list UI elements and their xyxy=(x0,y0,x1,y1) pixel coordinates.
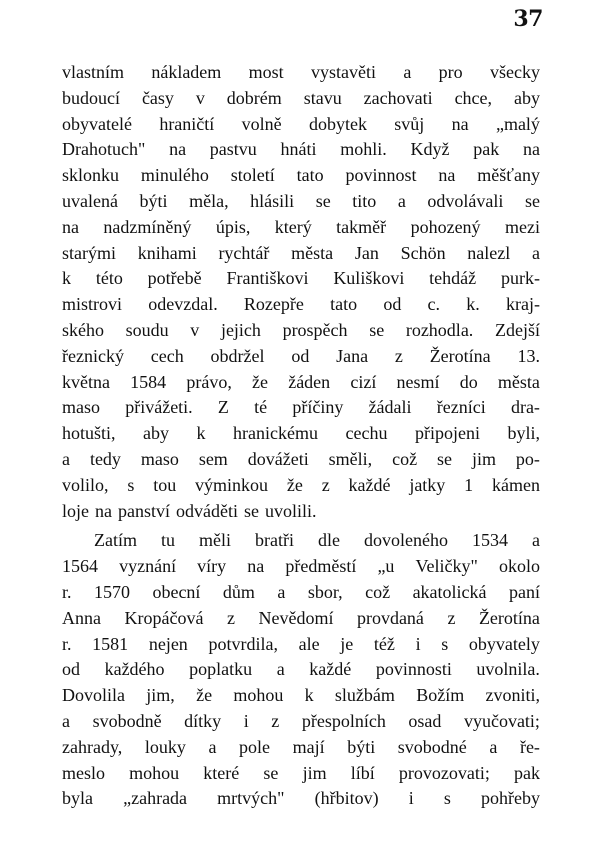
word: Žerotína xyxy=(478,607,540,628)
text-line xyxy=(62,499,540,525)
word: měli xyxy=(199,530,232,551)
word: což xyxy=(365,581,391,602)
text-line xyxy=(62,318,540,344)
word: i xyxy=(408,788,414,809)
text-line xyxy=(62,606,540,632)
word: na xyxy=(62,216,79,237)
word: Františkovi xyxy=(226,268,309,289)
word: uvalená xyxy=(62,190,118,211)
word: „zahrada xyxy=(123,788,188,809)
text-line xyxy=(62,554,540,580)
word: svůj xyxy=(394,113,425,134)
word: odváděti xyxy=(176,500,238,521)
word: nákladem xyxy=(151,62,222,82)
word: potřebě xyxy=(147,268,202,289)
word: nesmí xyxy=(396,371,440,392)
word: bratři xyxy=(255,530,294,551)
word: louky xyxy=(144,736,186,757)
word: jatky xyxy=(409,474,446,495)
word: dobrém xyxy=(226,87,282,108)
word: obecní xyxy=(152,581,201,602)
word: od xyxy=(383,294,402,315)
word: v xyxy=(195,87,205,108)
word: uvolnila. xyxy=(476,659,540,680)
word: r. xyxy=(62,633,72,654)
word: nejen xyxy=(148,633,188,654)
word: „u xyxy=(377,556,395,577)
word: v xyxy=(190,319,200,340)
word: ale xyxy=(298,633,320,654)
word: minulého xyxy=(140,165,209,186)
word: z xyxy=(447,607,456,628)
word: že xyxy=(286,474,303,495)
text-line xyxy=(62,266,540,292)
word: povinnost xyxy=(345,165,417,186)
word: c. xyxy=(427,294,441,315)
word: výminkou xyxy=(195,474,269,495)
text-line xyxy=(62,735,540,761)
word: dra- xyxy=(510,397,540,418)
word: pak xyxy=(514,762,540,783)
word: pro xyxy=(438,62,463,82)
word: osad xyxy=(408,710,442,731)
paragraph-2 xyxy=(62,528,540,812)
word: Schön xyxy=(400,242,446,263)
word: býti xyxy=(347,736,376,757)
word: službám xyxy=(334,685,395,706)
word: Veličky" xyxy=(415,556,478,577)
word: tato xyxy=(296,165,324,186)
word: století xyxy=(230,165,275,186)
text-line xyxy=(62,709,540,735)
text-line xyxy=(62,421,540,447)
word: dovoleného xyxy=(364,530,448,551)
word: knihami xyxy=(137,242,197,263)
word: potvrdila, xyxy=(208,633,278,654)
word: byli, xyxy=(507,423,540,444)
word: každé xyxy=(309,659,352,680)
word: které xyxy=(203,762,240,783)
word: právo, xyxy=(186,371,232,392)
word: loje xyxy=(62,500,89,521)
text-line xyxy=(62,370,540,396)
word: (hřbitov) xyxy=(314,788,379,809)
word: nalezl xyxy=(467,242,511,263)
word: do xyxy=(459,371,478,392)
word: na xyxy=(95,500,112,521)
word: každého xyxy=(104,659,165,680)
word: s xyxy=(127,474,135,495)
word: cech xyxy=(150,345,184,366)
word: byla xyxy=(62,788,93,809)
word: hranickému xyxy=(233,423,318,444)
word: Kropáčová xyxy=(124,607,204,628)
word: aby xyxy=(143,423,170,444)
word: obyvately xyxy=(468,633,540,654)
text-line xyxy=(62,86,540,112)
text-line xyxy=(62,528,540,554)
word: provozovati; xyxy=(398,762,490,783)
word: dovážeti xyxy=(247,448,309,469)
text-line xyxy=(62,632,540,658)
word: měla, xyxy=(189,190,229,211)
word: rozhodla. xyxy=(405,319,474,340)
word: prospěch xyxy=(282,319,348,340)
word: vystavěti xyxy=(310,62,376,82)
word: Anna xyxy=(62,607,101,628)
word: stavu xyxy=(303,87,342,108)
word: i xyxy=(243,710,249,731)
word: poplatku xyxy=(189,659,253,680)
paragraph-1 xyxy=(62,60,540,524)
word: meslo xyxy=(62,762,105,783)
word: vlastním xyxy=(62,62,124,82)
word: se xyxy=(524,190,540,211)
word: každé xyxy=(348,474,391,495)
word: volně xyxy=(241,113,282,134)
word: a xyxy=(403,62,412,82)
word: tedy xyxy=(89,448,121,469)
word: pohozený xyxy=(410,216,481,237)
word: 1581 xyxy=(92,633,129,654)
text-line xyxy=(62,189,540,215)
word: sbor, xyxy=(307,581,343,602)
word: od xyxy=(62,659,80,680)
body-text xyxy=(62,60,540,812)
word: 1570 xyxy=(93,581,130,602)
word: sem xyxy=(198,448,228,469)
word: se xyxy=(315,190,331,211)
word: od xyxy=(291,345,310,366)
text-line xyxy=(62,786,540,812)
word: mají xyxy=(292,736,325,757)
word: maso xyxy=(140,448,179,469)
word: odvolávali xyxy=(427,190,504,211)
word: pak xyxy=(473,139,500,160)
word: r. xyxy=(62,581,72,602)
word: okolo xyxy=(498,556,540,577)
word: uvolili. xyxy=(264,500,317,521)
word: a xyxy=(397,190,406,211)
word: býti xyxy=(139,190,168,211)
word: dům xyxy=(222,581,255,602)
word: volilo, xyxy=(62,474,109,495)
word: všecky xyxy=(489,62,540,82)
word: se xyxy=(243,500,259,521)
word: a xyxy=(276,659,285,680)
word: Dovolila xyxy=(62,685,125,706)
word: té xyxy=(254,397,268,418)
word: obyvatelé xyxy=(62,113,132,134)
word: k xyxy=(62,268,71,289)
word: mohou xyxy=(233,685,284,706)
word: pole xyxy=(239,736,271,757)
word: přivážeti. xyxy=(125,397,193,418)
word: jim, xyxy=(146,685,175,706)
word: s xyxy=(443,788,451,809)
word: 1564 xyxy=(62,556,98,577)
word: a xyxy=(531,530,540,551)
word: líbí xyxy=(350,762,375,783)
word: tou xyxy=(153,474,177,495)
word: mistrovi xyxy=(62,294,123,315)
word: z xyxy=(226,607,235,628)
word: na xyxy=(438,165,456,186)
word: hnáti xyxy=(280,139,317,160)
word: vyznání xyxy=(119,556,177,577)
word: též xyxy=(373,633,395,654)
word: akatolická xyxy=(412,581,487,602)
word: Zatím xyxy=(94,530,137,551)
word: maso xyxy=(62,397,100,418)
page-number: 37 xyxy=(513,6,543,32)
word: žádali xyxy=(368,397,412,418)
word: Žerotína xyxy=(429,345,491,366)
word: měšťany xyxy=(477,165,540,186)
word: a xyxy=(62,710,70,731)
word: nadzmíněný xyxy=(103,216,192,237)
word: Rozepře xyxy=(243,294,304,315)
text-line xyxy=(62,60,540,86)
text-line xyxy=(62,657,540,683)
word: Z xyxy=(217,397,229,418)
text-line xyxy=(62,292,540,318)
word: že xyxy=(196,685,213,706)
word: rychtář xyxy=(218,242,270,263)
word: Když xyxy=(410,139,450,160)
word: jejich xyxy=(220,319,261,340)
text-line xyxy=(62,215,540,241)
word: hlásili xyxy=(250,190,295,211)
word: svobodné xyxy=(397,736,467,757)
text-line xyxy=(62,683,540,709)
word: panství xyxy=(118,500,170,521)
word: který xyxy=(274,216,312,237)
word: že xyxy=(252,371,269,392)
word: z xyxy=(321,474,330,495)
word: k. xyxy=(466,294,480,315)
word: předměstí xyxy=(285,556,357,577)
word: k xyxy=(196,423,206,444)
word: víry xyxy=(197,556,227,577)
word: Jan xyxy=(354,242,379,263)
word: 1584 xyxy=(130,371,167,392)
word: takměř xyxy=(336,216,387,237)
word: zahrady, xyxy=(62,736,123,757)
word: a xyxy=(531,242,540,263)
word: i xyxy=(415,633,421,654)
word: „malý xyxy=(495,113,540,134)
word: cizí xyxy=(350,371,377,392)
word: hraničtí xyxy=(159,113,215,134)
word: paní xyxy=(509,581,540,602)
word: provdaná xyxy=(356,607,424,628)
text-line xyxy=(62,344,540,370)
text-line xyxy=(62,395,540,421)
word: po- xyxy=(515,448,540,469)
word: přespolních xyxy=(301,710,386,731)
word: tu xyxy=(161,530,176,551)
word: jim xyxy=(302,762,327,783)
word: zvoniti, xyxy=(485,685,540,706)
word: aby xyxy=(513,87,540,108)
word: soudu xyxy=(125,319,169,340)
word: příčiny xyxy=(292,397,344,418)
word: města xyxy=(497,371,540,392)
word: Zdejší xyxy=(494,319,540,340)
text-line xyxy=(62,473,540,499)
word: na xyxy=(522,139,540,160)
word: na xyxy=(169,139,187,160)
word: 1534 xyxy=(471,530,508,551)
word: se xyxy=(437,448,453,469)
word: pohřeby xyxy=(480,788,540,809)
word: dítky xyxy=(184,710,222,731)
word: 13. xyxy=(517,345,540,366)
text-line xyxy=(62,137,540,163)
word: směli, xyxy=(328,448,373,469)
word: chce, xyxy=(454,87,493,108)
word: sklonku xyxy=(62,165,120,186)
word: úpis, xyxy=(215,216,251,237)
word: řeznický xyxy=(62,345,124,366)
word: z xyxy=(394,345,403,366)
word: časy xyxy=(141,87,174,108)
word: svobodně xyxy=(92,710,162,731)
word: z xyxy=(271,710,280,731)
text-line xyxy=(62,241,540,267)
word: což xyxy=(392,448,418,469)
text-line xyxy=(62,761,540,787)
word: mohou xyxy=(129,762,180,783)
word: žáden xyxy=(288,371,331,392)
word: tato xyxy=(330,294,358,315)
word: kraj- xyxy=(505,294,540,315)
word: vyučovati; xyxy=(463,710,540,731)
word: této xyxy=(95,268,123,289)
word: a xyxy=(277,581,286,602)
word: ře- xyxy=(519,736,540,757)
word: most xyxy=(248,62,284,82)
word: mrtvých" xyxy=(217,788,285,809)
word: se xyxy=(263,762,279,783)
word: kámen xyxy=(491,474,540,495)
word: obdržel xyxy=(210,345,265,366)
text-line xyxy=(62,163,540,189)
word: řezníci xyxy=(436,397,486,418)
word: května xyxy=(62,371,110,392)
word: s xyxy=(441,633,449,654)
word: se xyxy=(369,319,385,340)
word: a xyxy=(489,736,498,757)
word: je xyxy=(340,633,354,654)
word: starými xyxy=(62,242,116,263)
word: dle xyxy=(318,530,340,551)
word: mohli. xyxy=(340,139,387,160)
word: mezi xyxy=(504,216,540,237)
word: Božím xyxy=(416,685,465,706)
word: purk- xyxy=(500,268,540,289)
word: a xyxy=(62,448,70,469)
word: dobytek xyxy=(308,113,367,134)
word: na xyxy=(247,556,265,577)
word: Nevědomí xyxy=(258,607,334,628)
word: ského xyxy=(62,319,104,340)
word: zachovati xyxy=(363,87,433,108)
word: 1 xyxy=(464,474,474,495)
word: pastvu xyxy=(209,139,257,160)
word: povinnosti xyxy=(375,659,452,680)
word: tehdáž xyxy=(429,268,477,289)
word: Drahotuch" xyxy=(62,139,146,160)
word: hotušti, xyxy=(62,423,116,444)
text-line xyxy=(62,112,540,138)
word: na xyxy=(451,113,469,134)
word: cechu xyxy=(345,423,388,444)
text-line xyxy=(62,580,540,606)
text-line xyxy=(62,447,540,473)
word: města xyxy=(291,242,334,263)
word: připojeni xyxy=(414,423,480,444)
word: Jana xyxy=(336,345,369,366)
word: k xyxy=(304,685,314,706)
word: Kuliškovi xyxy=(333,268,405,289)
word: a xyxy=(208,736,217,757)
word: tito xyxy=(352,190,377,211)
word: jim xyxy=(471,448,496,469)
word: budoucí xyxy=(62,87,120,108)
word: odevzdal. xyxy=(148,294,218,315)
